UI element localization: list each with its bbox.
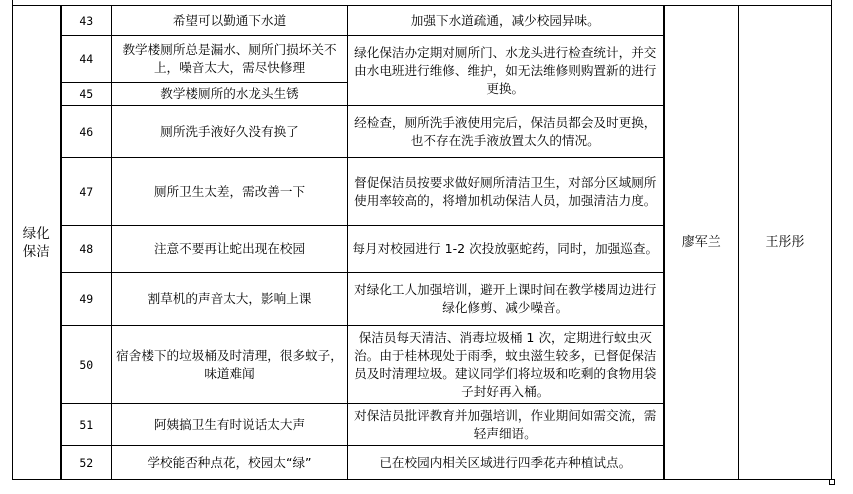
response-cell: 保洁员每天清洁、消毒垃圾桶 1 次，定期进行蚊虫灭治。由于桂林现处于雨季，蚊虫滋生较多，已督促保洁员及时清理垃圾。建议同学们将垃圾和吃剩的食物用袋子封好再入桶。 bbox=[348, 326, 664, 404]
issue-cell: 厕所洗手液好久没有换了 bbox=[112, 106, 348, 158]
issue-cell: 教学楼厕所总是漏水、厕所门损坏关不上，噪音太大，需尽快修理 bbox=[112, 36, 348, 83]
issue-cell: 宿舍楼下的垃圾桶及时清理，很多蚊子，味道难闻 bbox=[112, 326, 348, 404]
table-row bbox=[13, 6, 832, 36]
row-number: 52 bbox=[61, 446, 112, 480]
row-number: 43 bbox=[61, 6, 112, 36]
response-cell: 绿化保洁办定期对厕所门、水龙头进行检查统计，并交由水电班进行维修、维护，如无法维修则购置新的进行更换。 bbox=[348, 36, 664, 106]
issue-cell: 学校能否种点花，校园太“绿” bbox=[112, 446, 348, 480]
row-number: 49 bbox=[61, 273, 112, 326]
response-cell: 对绿化工人加强培训，避开上课时间在教学楼周边进行绿化修剪、减少噪音。 bbox=[348, 273, 664, 326]
supervisor-cell: 廖军兰 bbox=[664, 6, 739, 480]
response-cell: 对保洁员批评教育并加强培训，作业期间如需交流，需轻声细语。 bbox=[348, 404, 664, 446]
category-cell: 绿化保洁 bbox=[13, 6, 61, 480]
response-cell: 督促保洁员按要求做好厕所清洁卫生，对部分区域厕所使用率较高的，将增加机动保洁人员，加强清洁力度。 bbox=[348, 158, 664, 226]
response-cell: 每月对校园进行 1-2 次投放驱蛇药，同时，加强巡查。 bbox=[348, 226, 664, 273]
handler-cell: 王彤彤 bbox=[739, 6, 832, 480]
row-number: 45 bbox=[61, 83, 112, 106]
issue-cell: 割草机的声音太大，影响上课 bbox=[112, 273, 348, 326]
issue-cell: 厕所卫生太差，需改善一下 bbox=[112, 158, 348, 226]
issue-cell: 希望可以勤通下水道 bbox=[112, 6, 348, 36]
issue-cell: 阿姨搞卫生有时说话太大声 bbox=[112, 404, 348, 446]
response-cell: 经检查，厕所洗手液使用完后，保洁员都会及时更换，也不存在洗手液放置太久的情况。 bbox=[348, 106, 664, 158]
response-cell: 加强下水道疏通，减少校园异味。 bbox=[348, 6, 664, 36]
feedback-table bbox=[12, 5, 832, 480]
row-number: 50 bbox=[61, 326, 112, 404]
response-cell: 已在校园内相关区域进行四季花卉种植试点。 bbox=[348, 446, 664, 480]
table-resize-handle[interactable] bbox=[829, 479, 835, 485]
issue-cell: 注意不要再让蛇出现在校园 bbox=[112, 226, 348, 273]
row-number: 51 bbox=[61, 404, 112, 446]
row-number: 44 bbox=[61, 36, 112, 83]
row-number: 48 bbox=[61, 226, 112, 273]
issue-cell: 教学楼厕所的水龙头生锈 bbox=[112, 83, 348, 106]
row-number: 47 bbox=[61, 158, 112, 226]
row-number: 46 bbox=[61, 106, 112, 158]
